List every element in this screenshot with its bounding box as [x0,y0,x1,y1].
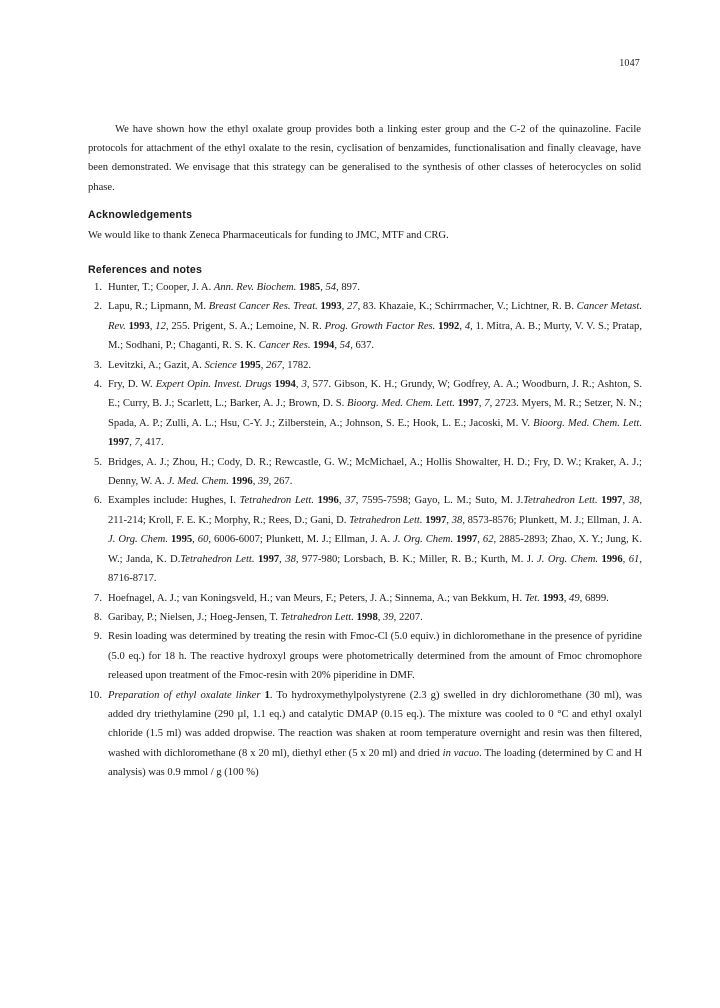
reference-item [82,627,642,685]
reference-number: 10. [88,689,102,701]
reference-bold-text: 1985 [299,282,321,293]
reference-italic-text: in vacuo [442,747,480,759]
reference-text-segment: , 211-214; Kroll, F. E. K.; Morphy, R.; Rees, D.; Gani, D. [108,495,642,526]
reference-italic-text: 54 [325,282,337,293]
reference-text-segment: Resin loading was determined by treating the resin with Fmoc-Cl (5.0 equiv.) in dichloromethane in the presence of pyridine (5.0 eq.) for 18 h. The reactive hydroxyl groups were photometrically determined from the amount of Fmoc chromophore released upon treatment of the Fmoc-resin with 20% piperidine in DMF. [108,631,642,682]
reference-text [108,690,642,779]
reference-italic-text: 49 [569,592,580,604]
reference-text-segment: , 6899. [579,592,609,604]
reference-number: 4. [94,379,102,391]
reference-italic-text: 7 [484,398,490,410]
reference-italic-text: 267 [266,359,282,371]
reference-item [82,589,642,608]
reference-text-segment: , [459,320,465,332]
reference-italic-text: Breast Cancer Res. Treat. [208,301,318,313]
reference-text [108,457,642,487]
reference-text [108,631,642,681]
reference-italic-text: 38 [285,553,296,565]
reference-text-segment: , 255. Prigent, S. A.; Lemoine, N. R. [165,320,325,332]
reference-text-segment: , [334,340,340,352]
reference-text-segment: , [192,534,198,546]
reference-italic-text: Tetrahedron Lett. [239,495,314,507]
reference-text-segment: , 2723. Myers, M. R.; Setzer, N. N.; Spada, A. P.; Zulli, A. L.; Hsu, C-Y. J.; Zilberstein, A.; Johnson, S. E.; Hook, L. E.; Jacoski, M. V. [108,398,643,429]
reference-italic-text: 38 [628,495,640,507]
reference-item [82,278,642,297]
reference-text-segment: , [446,514,452,526]
reference-italic-text: 39 [383,611,394,623]
reference-text [108,379,642,448]
reference-italic-text: Expert Opin. Invest. Drugs [155,379,272,391]
reference-text-segment: , 8716-8717. [108,553,642,585]
reference-text-segment: , 2207. [393,611,423,623]
reference-italic-text: Tetrahedron Lett. [349,514,423,526]
reference-item [82,453,642,492]
reference-italic-text: Tet. [524,592,540,604]
reference-italic-text: J. Org. Chem. [393,534,454,546]
reference-item [82,356,642,375]
reference-bold-text: 1997 [456,534,478,546]
reference-text-segment: , 577. Gibson, K. H.; Grundy, W; Godfrey, A. A.; Woodburn, J. R.; Ashton, S. E.; Curry, B. J.; Scarlett, L.; Barker, A. J.; Brown, D. S. [108,379,643,410]
reference-bold-text: 1996 [231,476,253,488]
reference-bold-text: 1993 [128,320,150,332]
reference-italic-text: 27 [347,301,358,313]
page-number: 1047 [619,58,640,69]
reference-bold-text: 1997 [601,495,623,507]
reference-italic-text: Bioorg. Med. Chem. Lett. [347,398,455,410]
reference-italic-text: Science [204,359,237,371]
reference-text-segment: , [563,592,570,604]
reference-italic-text: 12 [155,320,166,332]
reference-bold-text: 1996 [317,495,339,507]
reference-bold-text: 1993 [542,592,564,604]
reference-text [108,495,642,584]
reference-text-segment: , [477,534,483,546]
reference-italic-text: Cancer Res. [258,340,311,352]
reference-item [82,297,642,355]
reference-text-segment: . The loading (determined by C and H analysis) was 0.9 mmol / g (100 %) [108,747,642,779]
reference-text-segment: Hoefnagel, A. J.; van Koningsveld, H.; van Meurs, F.; Peters, J. A.; Sinnema, A.; van Bekkum, H. [108,592,525,604]
reference-italic-text: 61 [628,553,640,565]
reference-italic-text: J. Med. Chem. [167,476,229,488]
reference-item [82,608,642,627]
reference-text-segment: Hunter, T.; Cooper, J. A. [108,282,214,293]
reference-italic-text: 54 [339,340,351,352]
reference-text-segment: , [478,398,485,410]
reference-text-segment: Fry, D. W. [108,379,156,391]
reference-item [82,686,642,783]
reference-bold-text: 1997 [425,514,447,526]
reference-italic-text: 37 [345,495,356,507]
reference-text-segment: , [320,282,326,293]
reference-text-segment: , [338,495,346,507]
reference-italic-text: 39 [257,476,269,488]
reference-text-segment: , 7595-7598; Gayo, L. M.; Suto, M. J. [355,495,524,507]
reference-text-segment: , [377,611,384,623]
reference-bold-text: 1997 [257,553,280,565]
reference-text-segment: , 637. [350,340,375,352]
reference-bold-text: 1995 [239,359,261,371]
reference-text-segment: Bridges, A. J.; Zhou, H.; Cody, D. R.; Rewcastle, G. W.; McMichael, A.; Hollis Showalter, H. D.; Fry, D. W.; Kraker, A. J.; Denny, W. A. [108,456,642,488]
reference-italic-text: Ann. Rev. Biochem. [213,282,297,293]
intro-paragraph: We have shown how the ethyl oxalate group provides both a linking ester group and the C-2 of the quinazoline. Facile protocols for attachment of the ethyl oxalate to the resin, cyclisation of benzamides, functionalisation and finally cleavage, have been demonstrated. We envisage that this strategy can be generalised to the synthesis of other classes of heterocycles on solid phase. [88,123,641,193]
reference-italic-text: 38 [451,514,463,526]
reference-text-segment: , [341,301,347,313]
reference-text-segment: , 1782. [281,359,312,371]
reference-text [108,612,423,623]
reference-bold-text: 1996 [601,553,623,565]
reference-italic-text: 7 [134,437,140,449]
reference-text-segment: Lapu, R.; Lipmann, M. [108,301,209,313]
reference-text-segment: , [149,320,156,332]
reference-text-segment: , [295,379,302,391]
reference-bold-text: 1992 [438,320,460,332]
reference-number: 8. [94,611,102,623]
reference-text-segment: Examples include: Hughes, I. [108,495,240,507]
reference-italic-text: 62 [482,534,494,546]
reference-text-segment: , 897. [336,282,360,293]
reference-text [108,593,609,604]
reference-italic-text: Prog. Growth Factor Res. [324,320,436,332]
reference-text-segment: , [260,359,267,371]
reference-text-segment: , [129,437,135,449]
reference-italic-text: 60 [197,534,209,546]
reference-italic-text: Bioorg. Med. Chem. Lett. [533,417,642,429]
reference-text-segment: , [252,476,258,488]
reference-number: 5. [94,456,102,468]
reference-text-segment: , 6006-6007; Plunkett, M. J.; Ellman, J. A. [208,534,394,546]
reference-number: 2. [94,301,102,313]
reference-bold-text: 1998 [356,611,378,623]
reference-italic-text: Preparation of ethyl oxalate linker [108,689,261,701]
acknowledgements-heading: Acknowledgements [88,209,193,221]
reference-bold-text: 1997 [108,437,130,449]
reference-number: 7. [94,592,102,604]
references-heading: References and notes [88,264,203,276]
reference-text-segment: , 977-980; Lorsbach, B. K.; Miller, R. B.; Kurth, M. J. [295,553,538,565]
reference-bold-text: 1995 [170,534,193,546]
reference-italic-text: J. Org. Chem. [108,534,168,546]
reference-number: 9. [94,631,102,643]
reference-item [82,491,642,588]
reference-text-segment: , 8573-8576; Plunkett, M. J.; Ellman, J. A. [462,514,642,526]
reference-italic-text: Cancer Metast. Rev. [108,301,642,332]
references-list [82,278,642,783]
reference-italic-text: 4 [464,320,471,332]
acknowledgements-text: We would like to thank Zeneca Pharmaceuticals for funding to JMC, MTF and CRG. [88,230,449,241]
reference-text-segment: , [279,553,286,565]
reference-number: 1. [94,282,102,293]
reference-bold-text: 1997 [457,398,479,410]
reference-text-segment: Levitzki, A.; Gazit, A. [108,359,205,371]
reference-italic-text: J. Org. Chem. [537,553,598,565]
reference-text-segment: , 2885-2893; Zhao, X. Y.; Jung, K. W.; Janda, K. D. [108,534,642,565]
reference-italic-text: Tetrahedron Lett. [280,611,354,623]
reference-bold-text: 1 [264,689,270,701]
reference-text-segment: , 417. [139,437,164,449]
reference-bold-text: 1994 [313,340,335,352]
reference-text-segment: . To hydroxymethylpolystyrene (2.3 g) swelled in dry dichloromethane (30 ml), was added dry triethylamine (290 µl, 1.1 eq.) and catalytic DMAP (0.15 eq.). The mixture was cooled to 0 °C and ethyl oxalyl chloride (1.5 ml) was added dropwise. The reaction was shaken at room temperature overnight and resin was then filtered, washed with dichloromethane (8 x 20 ml), diethyl ether (5 x 20 ml) and dried [108,689,642,759]
reference-italic-text: Tetrahedron Lett. [523,495,598,507]
reference-number: 6. [94,495,102,507]
reference-number: 3. [94,359,102,371]
reference-bold-text: 1993 [320,301,342,313]
reference-text [108,282,360,293]
reference-text-segment: , [622,495,629,507]
reference-italic-text: Tetrahedron Lett. [180,553,255,565]
reference-text-segment: , 83. Khazaie, K.; Schirrmacher, V.; Lichtner, R. B. [357,301,577,313]
reference-text [108,360,311,371]
reference-item [82,375,642,453]
reference-italic-text: 3 [301,379,307,391]
reference-bold-text: 1994 [274,379,296,391]
reference-text [108,301,642,351]
reference-text-segment: , [622,553,629,565]
reference-text-segment: Garibay, P.; Nielsen, J.; Hoeg-Jensen, T. [108,611,281,623]
reference-text-segment: , 1. Mitra, A. B.; Murty, V. V. S.; Pratap, M.; Sodhani, P.; Chaganti, R. S. K. [108,320,643,352]
reference-text-segment: , 267. [268,476,293,488]
